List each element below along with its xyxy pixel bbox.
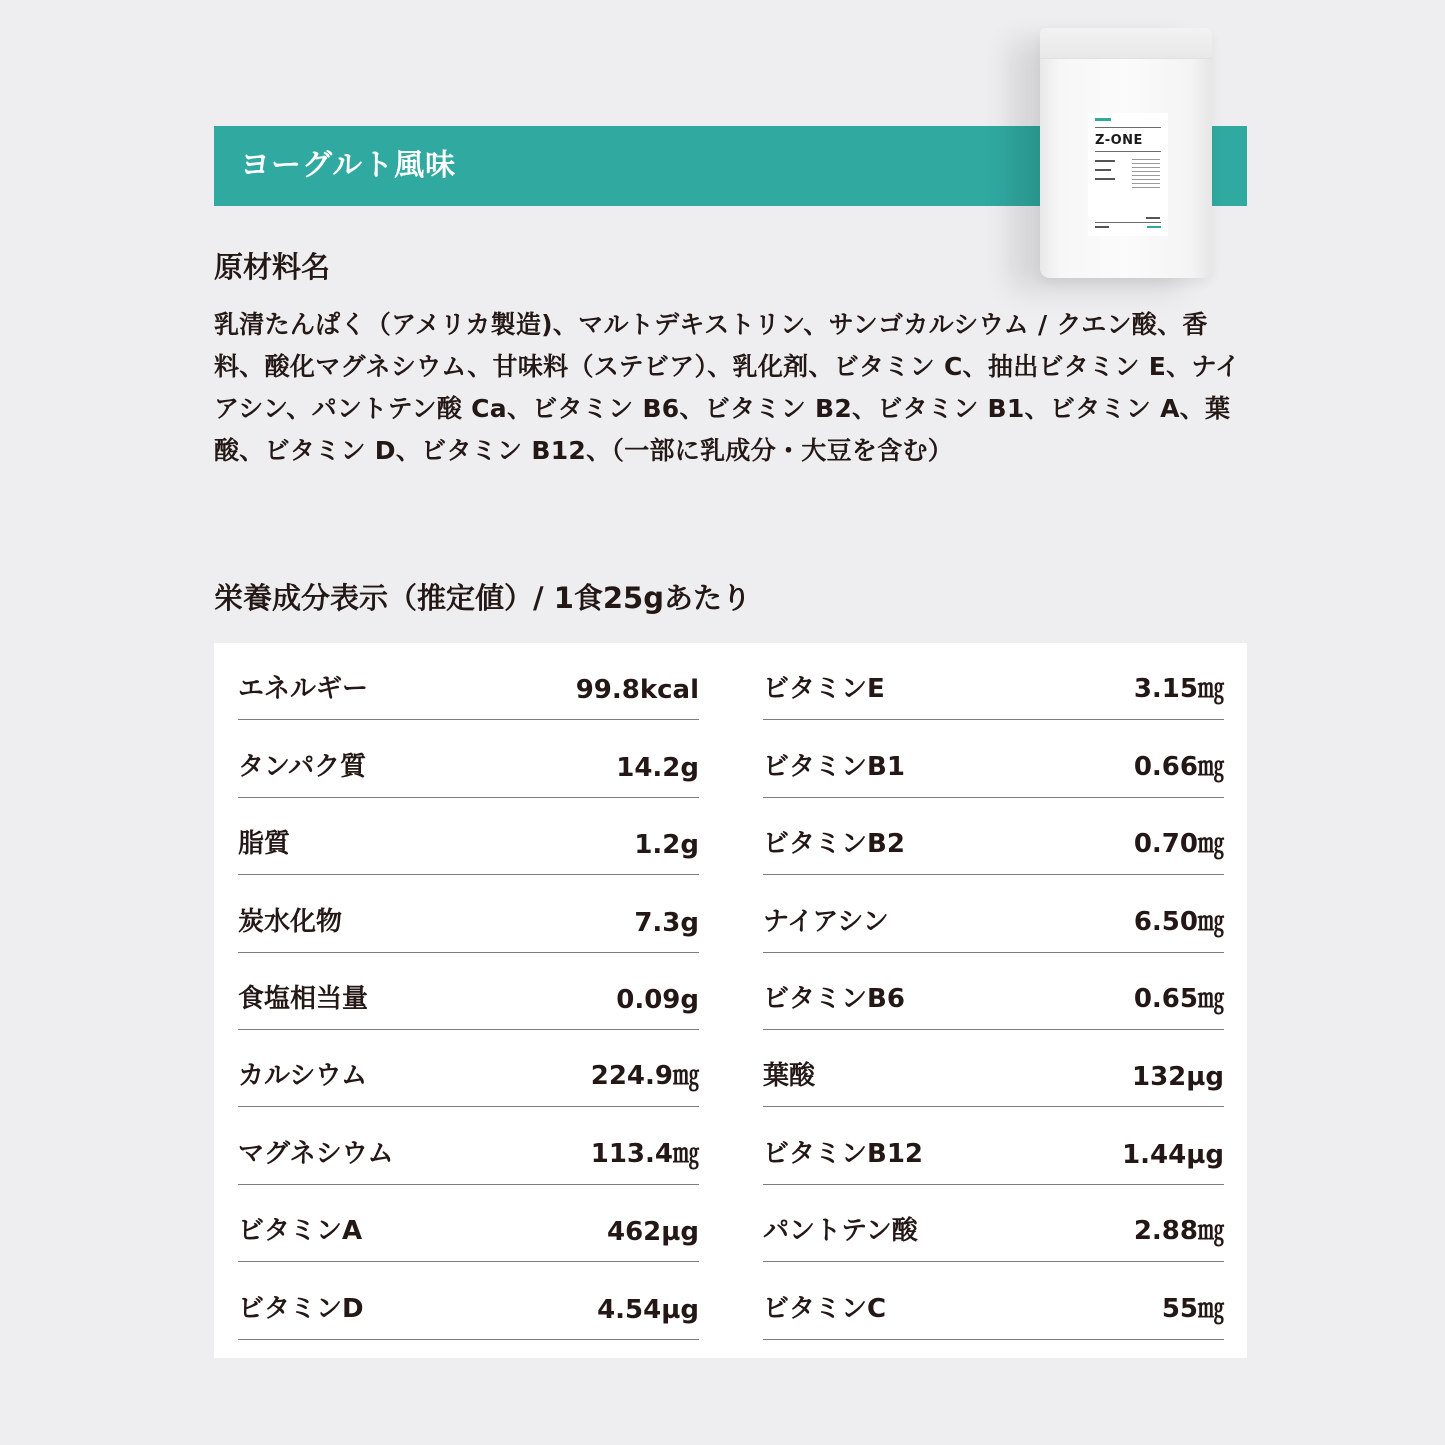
nutrient-name: ビタミンB6 — [763, 983, 905, 1014]
nutrition-row — [763, 1107, 1224, 1184]
nutrition-row — [238, 953, 699, 1030]
flavor-title: ヨーグルト風味 — [240, 148, 457, 183]
nutrient-value: 7.3g — [634, 907, 699, 938]
label-paragraph-line — [1132, 163, 1160, 164]
nutrient-value: 1.44µg — [1122, 1139, 1224, 1170]
nutrient-name: マグネシウム — [238, 1138, 394, 1169]
nutrition-row — [763, 720, 1224, 797]
nutrient-value: 2.88㎎ — [1133, 1216, 1224, 1247]
nutrition-heading: 栄養成分表示（推定値）/ 1食25gあたり — [214, 581, 751, 615]
nutrition-row — [238, 1262, 699, 1339]
nutrition-row — [763, 953, 1224, 1030]
nutrition-row — [763, 1030, 1224, 1107]
nutrient-name: ビタミンA — [238, 1216, 363, 1247]
nutrient-value: 0.65㎎ — [1133, 983, 1224, 1014]
nutrient-name: 食塩相当量 — [238, 983, 369, 1014]
product-pouch-image — [1040, 28, 1212, 278]
nutrient-name: エネルギー — [238, 674, 369, 705]
nutrition-row — [238, 875, 699, 952]
label-flavor-text — [1095, 226, 1109, 228]
nutrient-value: 55㎎ — [1161, 1293, 1224, 1324]
nutrient-value: 14.2g — [616, 752, 699, 783]
nutrition-row — [238, 720, 699, 797]
label-flavor-name — [1147, 226, 1161, 228]
nutrition-row — [238, 1030, 699, 1107]
nutrient-name: ビタミンC — [763, 1293, 887, 1324]
label-paragraph-line — [1132, 183, 1160, 184]
label-paragraph-line — [1132, 179, 1160, 180]
nutrient-name: 葉酸 — [763, 1061, 816, 1092]
nutrient-name: ビタミンB1 — [763, 751, 905, 782]
label-paragraph-line — [1132, 187, 1160, 188]
nutrient-value: 132µg — [1131, 1062, 1224, 1093]
label-paragraph-line — [1132, 171, 1160, 172]
nutrient-name: タンパク質 — [238, 751, 367, 782]
nutrient-name: ビタミンB2 — [763, 829, 905, 860]
label-net-weight — [1146, 217, 1160, 219]
nutrient-value: 0.66㎎ — [1133, 751, 1224, 782]
nutrition-row — [238, 798, 699, 875]
nutrient-name: 脂質 — [238, 829, 291, 860]
label-accent-tab — [1095, 118, 1111, 121]
nutrition-row — [238, 643, 699, 720]
label-divider — [1095, 222, 1161, 223]
nutrient-value: 462µg — [606, 1217, 699, 1248]
nutrient-name: ナイアシン — [763, 906, 889, 937]
label-divider — [1095, 151, 1161, 152]
nutrient-value: 6.50㎎ — [1133, 906, 1224, 937]
nutrition-row — [238, 1107, 699, 1184]
nutrient-name: パントテン酸 — [763, 1216, 918, 1247]
nutrition-row — [763, 1262, 1224, 1339]
nutrition-row — [763, 798, 1224, 875]
nutrient-name: ビタミンE — [763, 674, 885, 705]
nutrient-name: ビタミンB12 — [763, 1138, 923, 1169]
pouch-zipper-seal — [1040, 28, 1212, 59]
nutrient-value: 0.09g — [616, 984, 699, 1015]
nutrient-value: 4.54µg — [597, 1294, 699, 1325]
nutrition-table — [214, 643, 1247, 1358]
nutrient-value: 224.9㎎ — [590, 1061, 699, 1092]
label-paragraph-line — [1132, 159, 1160, 160]
nutrition-column-left — [238, 643, 699, 1340]
pouch-label — [1088, 113, 1168, 236]
ingredients-heading: 原材料名 — [214, 250, 331, 284]
nutrient-value: 0.70㎎ — [1133, 829, 1224, 860]
nutrient-name: カルシウム — [238, 1061, 368, 1092]
nutrition-row — [763, 643, 1224, 720]
label-small-text — [1095, 160, 1115, 162]
nutrition-row — [763, 1185, 1224, 1262]
nutrient-name: ビタミンD — [238, 1293, 364, 1324]
nutrient-value: 113.4㎎ — [590, 1138, 699, 1169]
label-divider — [1095, 127, 1161, 128]
nutrient-name: 炭水化物 — [238, 906, 343, 937]
nutrition-row — [238, 1185, 699, 1262]
nutrient-value: 99.8kcal — [575, 675, 699, 706]
label-paragraph-line — [1132, 175, 1160, 176]
brand-logo: Z-ONE — [1095, 133, 1143, 148]
label-small-text — [1095, 169, 1111, 171]
ingredients-text: 乳清たんぱく（アメリカ製造)、マルトデキストリン、サンゴカルシウム / クエン酸、香料、酸化マグネシウム、甘味料（ステビア）、乳化剤、ビタミン C、抽出ビタミン E、ナイアシン、パントテン酸 Ca、ビタミン B6、ビタミン B2、ビタミン B1、ビタミン A、葉酸、ビタミン D、ビタミン B12、（一部に乳成分・大豆を含む） — [214, 310, 1241, 465]
nutrition-column-right — [763, 643, 1224, 1340]
label-paragraph-line — [1132, 167, 1160, 168]
nutrient-value: 1.2g — [634, 830, 699, 861]
nutrient-value: 3.15㎎ — [1133, 674, 1224, 705]
nutrition-row — [763, 875, 1224, 952]
label-small-text — [1095, 178, 1115, 180]
